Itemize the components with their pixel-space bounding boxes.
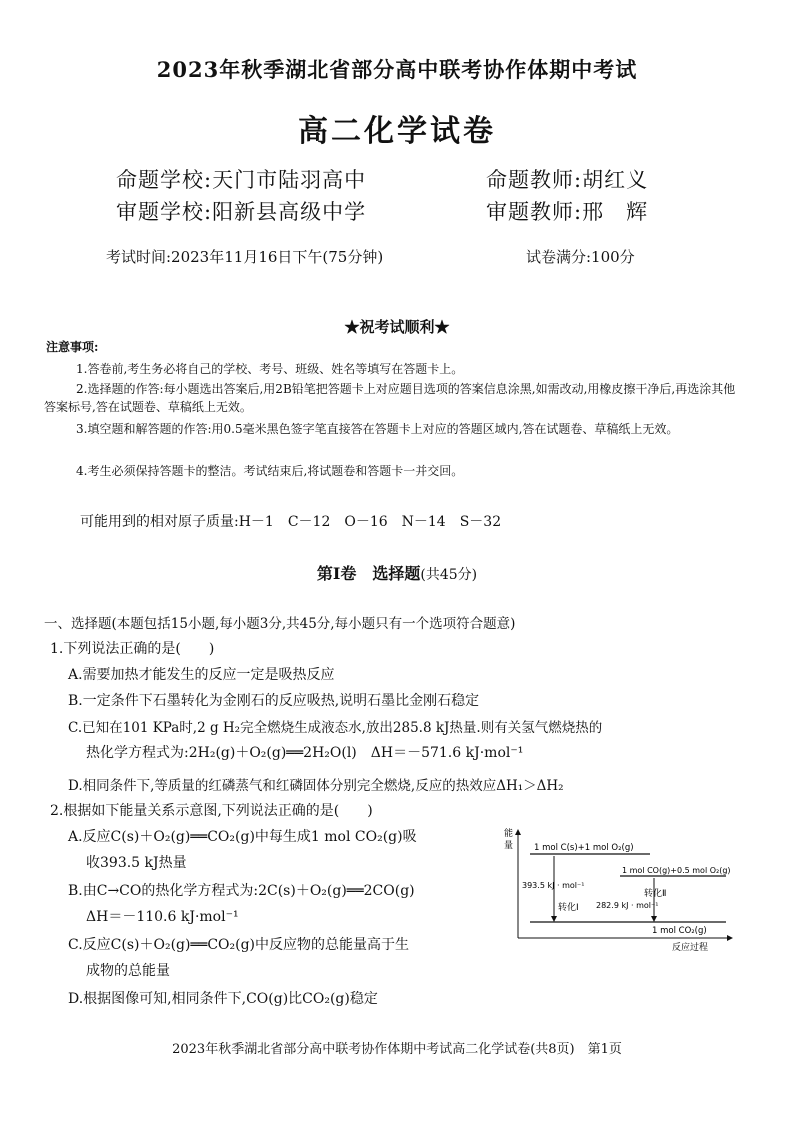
section-instruction: 一、选择题(本题包括15小题,每小题3分,共45分,每小题只有一个选项符合题意) (44, 616, 516, 632)
reviewer-school: 审题学校:阳新县高级中学 (116, 200, 367, 224)
q1-option-c-line2: 热化学方程式为:2H₂(g)＋O₂(g)══2H₂O(l) ΔH＝－571.6 kJ·mol⁻¹ (86, 745, 524, 761)
notice-title: 注意事项: (46, 340, 99, 354)
q2-option-a-line1: A.反应C(s)＋O₂(g)══CO₂(g)中每生成1 mol CO₂(g)吸 (68, 829, 417, 845)
setter-teacher: 命题教师:胡红义 (486, 168, 649, 192)
transformation-1-value: 393.5 kJ · mol⁻¹ (522, 881, 585, 890)
atomic-masses: 可能用到的相对原子质量:H－1 C－12 O－16 N－14 S－32 (80, 514, 502, 530)
q2-option-d: D.根据图像可知,相同条件下,CO(g)比CO₂(g)稳定 (68, 991, 378, 1007)
q1-option-d: D.相同条件下,等质量的红磷蒸气和红磷固体分别完全燃烧,反应的热效应ΔH₁＞ΔH₂ (68, 778, 564, 794)
paper-title: 高二化学试卷 (298, 114, 496, 149)
energy-axis-label-part2: 量 (504, 841, 514, 851)
process-axis-label: 反应过程 (672, 943, 709, 952)
level-products-label: 1 mol CO₂(g) (652, 926, 707, 936)
level-intermediate-label: 1 mol CO(g)+0.5 mol O₂(g) (622, 866, 731, 875)
full-score: 试卷满分:100分 (526, 248, 635, 266)
q2-option-c-line2: 成物的总能量 (86, 963, 170, 979)
transformation-2-value: 282.9 kJ · mol⁻¹ (596, 901, 659, 910)
exam-time: 考试时间:2023年11月16日下午(75分钟) (106, 248, 384, 266)
section-score: (共45分) (420, 567, 478, 583)
notice-item-4: 4.考生必须保持答题卡的整洁。考试结束后,将试题卷和答题卡一并交回。 (76, 464, 464, 478)
exam-title: 2023年秋季湖北省部分高中联考协作体期中考试 (156, 57, 638, 82)
page-footer: 2023年秋季湖北省部分高中联考协作体期中考试高二化学试卷(共8页) 第1页 (172, 1042, 622, 1057)
section-title (0, 561, 794, 584)
level-reactants-label: 1 mol C(s)+1 mol O₂(g) (534, 843, 634, 853)
q2-option-b-line1: B.由C→CO的热化学方程式为:2C(s)＋O₂(g)══2CO(g) (68, 883, 415, 899)
q1-option-c-line1: C.已知在101 KPa时,2 g H₂完全燃烧生成液态水,放出285.8 kJ热量.则有关氢气燃烧热的 (68, 720, 603, 736)
energy-axis-label-part1: 能 (504, 829, 514, 839)
transformation-1-label: 转化Ⅰ (558, 903, 579, 913)
reviewer-teacher: 审题教师:邢 辉 (486, 200, 649, 224)
q2-option-a-line2: 收393.5 kJ热量 (86, 855, 187, 871)
section-name: 第Ⅰ卷 选择题 (316, 564, 421, 583)
q1-option-b: B.一定条件下石墨转化为金刚石的反应吸热,说明石墨比金刚石稳定 (68, 693, 480, 709)
q1-option-a: A.需要加热才能发生的反应一定是吸热反应 (68, 667, 335, 683)
notice-item-2: 2.选择题的作答:每小题选出答案后,用2B铅笔把答题卡上对应题目选项的答案信息涂黑,如需改动,用橡皮擦干净后,再选涂其他答案标号,答在试题卷、草稿纸上无效。 (44, 382, 736, 414)
q1-stem: 1.下列说法正确的是( ) (50, 641, 215, 657)
notice-item-1: 1.答卷前,考生务必将自己的学校、考号、班级、姓名等填写在答题卡上。 (76, 362, 464, 376)
transformation-2-label: 转化Ⅱ (644, 889, 667, 899)
energy-diagram (500, 822, 740, 952)
good-luck-banner: ★祝考试顺利★ (344, 318, 450, 336)
q2-option-b-line2: ΔH＝－110.6 kJ·mol⁻¹ (86, 909, 239, 925)
setter-school: 命题学校:天门市陆羽高中 (116, 168, 367, 192)
q2-option-c-line1: C.反应C(s)＋O₂(g)══CO₂(g)中反应物的总能量高于生 (68, 937, 410, 953)
q2-stem: 2.根据如下能量关系示意图,下列说法正确的是( ) (50, 803, 373, 819)
notice-item-3: 3.填空题和解答题的作答:用0.5毫米黑色签字笔直接答在答题卡上对应的答题区域内,答在试题卷、草稿纸上无效。 (76, 422, 679, 436)
